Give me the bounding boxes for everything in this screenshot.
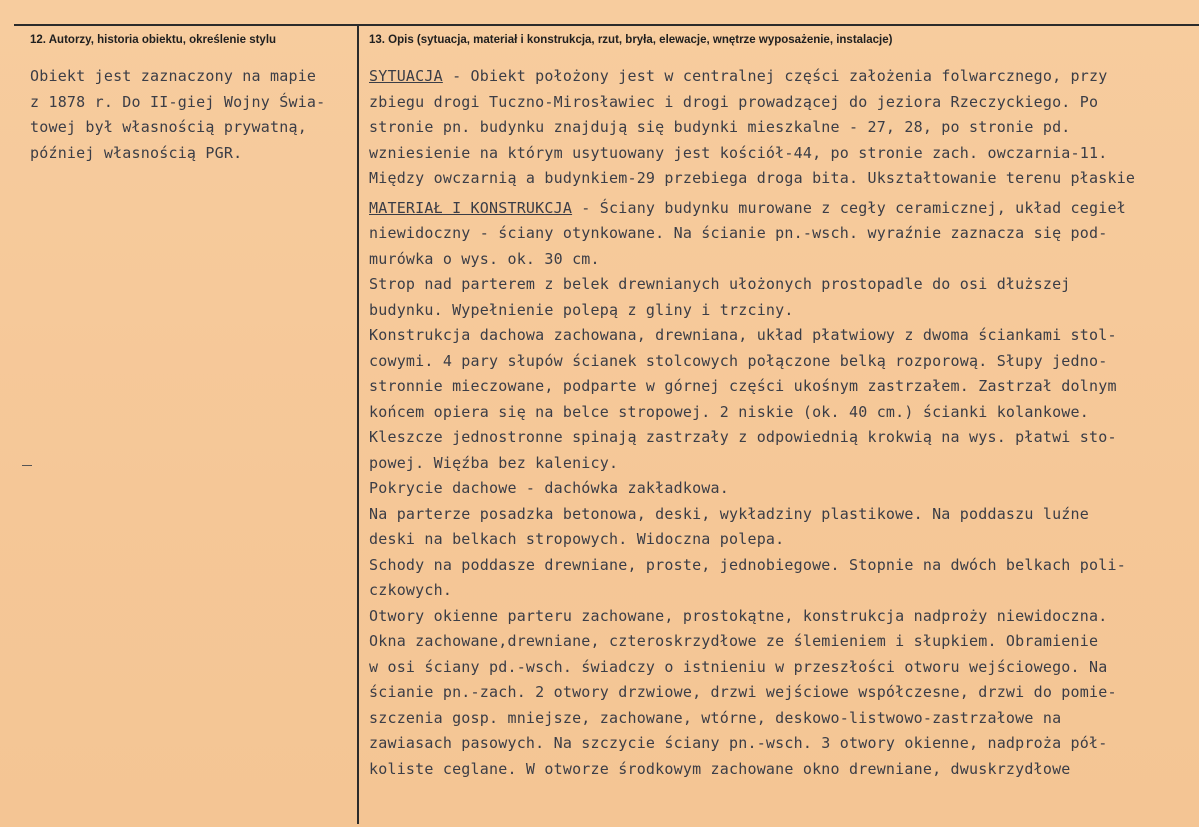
top-rule — [14, 24, 1199, 26]
sytuacja-label: SYTUACJA — [369, 67, 443, 85]
material-line: w osi ściany pd.-wsch. świadczy o istnieniu w przeszłości otworu wejściowego. Na — [369, 657, 1108, 676]
material-line: szczenia gosp. mniejsze, zachowane, wtórne, deskowo-listwowo-zastrzałowe na — [369, 708, 1062, 727]
material-line: Strop nad parterem z belek drewnianych ułożonych prostopadle do osi dłuższej — [369, 275, 1071, 293]
material-line: Otwory okienne parteru zachowane, prostokątne, konstrukcja nadproży niewidoczna. — [369, 606, 1108, 625]
material-line: ścianie pn.-zach. 2 otwory drzwiowe, drzwi wejściowe współczesne, drzwi do pomie- — [369, 683, 1117, 701]
material-line: zawiasach pasowych. Na szczycie ściany pn.-wsch. 3 otwory okienne, nadproża pół- — [369, 734, 1108, 752]
section-12-line: później własnością PGR. — [30, 143, 243, 162]
material-line: Konstrukcja dachowa zachowana, drewniana, układ płatwiowy z dwoma ściankami stol- — [369, 326, 1117, 344]
sytuacja-line: Między owczarnią a budynkiem-29 przebiega droga bita. Ukształtowanie terenu płaskie — [369, 169, 1136, 187]
sytuacja-line: wzniesienie na którym usytuowany jest kościół-44, po stronie zach. owczarnia-11. — [369, 143, 1108, 162]
material-line: Schody na poddasze drewniane, proste, jednobiegowe. Stopnie na dwóch belkach poli- — [369, 555, 1126, 574]
section-13-body — [369, 64, 1199, 782]
column-divider — [357, 24, 359, 824]
sytuacja-first-line: SYTUACJA - Obiekt położony jest w centralnej części założenia folwarcznego, przy — [369, 67, 1108, 85]
section-12-line: towej był własnością prywatną, — [30, 118, 307, 136]
sytuacja-line: stronie pn. budynku znajdują się budynki mieszkalne - 27, 28, po stronie pd. — [369, 118, 1071, 136]
material-line: Na parterze posadzka betonowa, deski, wykładziny plastikowe. Na poddaszu luźne — [369, 504, 1089, 523]
material-line: czkowych. — [369, 581, 453, 599]
material-line: stronnie mieczowane, podparte w górnej części ukośnym zastrzałem. Zastrzał dolnym — [369, 377, 1117, 395]
material-label: MATERIAŁ I KONSTRUKCJA — [369, 198, 573, 217]
material-line: powej. Więźba bez kalenicy. — [369, 453, 619, 472]
section-12-body — [30, 64, 350, 166]
material-first-line: MATERIAŁ I KONSTRUKCJA - Ściany budynku murowane z cegły ceramicznej, układ cegieł — [369, 198, 1126, 217]
material-line: cowymi. 4 pary słupów ścianek stolcowych połączone belką rozporową. Słupy jedno- — [369, 351, 1108, 370]
margin-tick — [22, 465, 32, 466]
material-line: Kleszcze jednostronne spinają zastrzały z odpowiednią krokwią na wys. płatwi sto- — [369, 428, 1117, 446]
material-line: murówka o wys. ok. 30 cm. — [369, 249, 600, 268]
material-line: deski na belkach stropowych. Widoczna polepa. — [369, 530, 785, 548]
section-12-line: Obiekt jest zaznaczony na mapie — [30, 67, 317, 85]
material-line: Pokrycie dachowe - dachówka zakładkowa. — [369, 479, 729, 497]
section-13-heading: 13. Opis (sytuacja, materiał i konstrukcja, rzut, bryła, elewacje, wnętrze wyposażenie, instalacje) — [369, 34, 893, 46]
material-line: niewidoczny - ściany otynkowane. Na ścianie pn.-wsch. wyraźnie zaznacza się pod- — [369, 224, 1108, 242]
material-line: Okna zachowane,drewniane, czteroskrzydłowe ze ślemieniem i słupkiem. Obramienie — [369, 632, 1099, 650]
sytuacja-line: zbiegu drogi Tuczno-Mirosławiec i drogi prowadzącej do jeziora Rzeczyckiego. Po — [369, 92, 1099, 111]
material-line: koliste ceglane. W otworze środkowym zachowane okno drewniane, dwuskrzydłowe — [369, 759, 1071, 778]
section-12-line: z 1878 r. Do II-giej Wojny Świa- — [30, 92, 326, 111]
material-line: końcem opiera się na belce stropowej. 2 niskie (ok. 40 cm.) ścianki kolankowe. — [369, 402, 1089, 421]
material-line: budynku. Wypełnienie polepą z gliny i trzciny. — [369, 300, 794, 319]
section-12-heading: 12. Autorzy, historia obiektu, określenie stylu — [30, 34, 277, 46]
